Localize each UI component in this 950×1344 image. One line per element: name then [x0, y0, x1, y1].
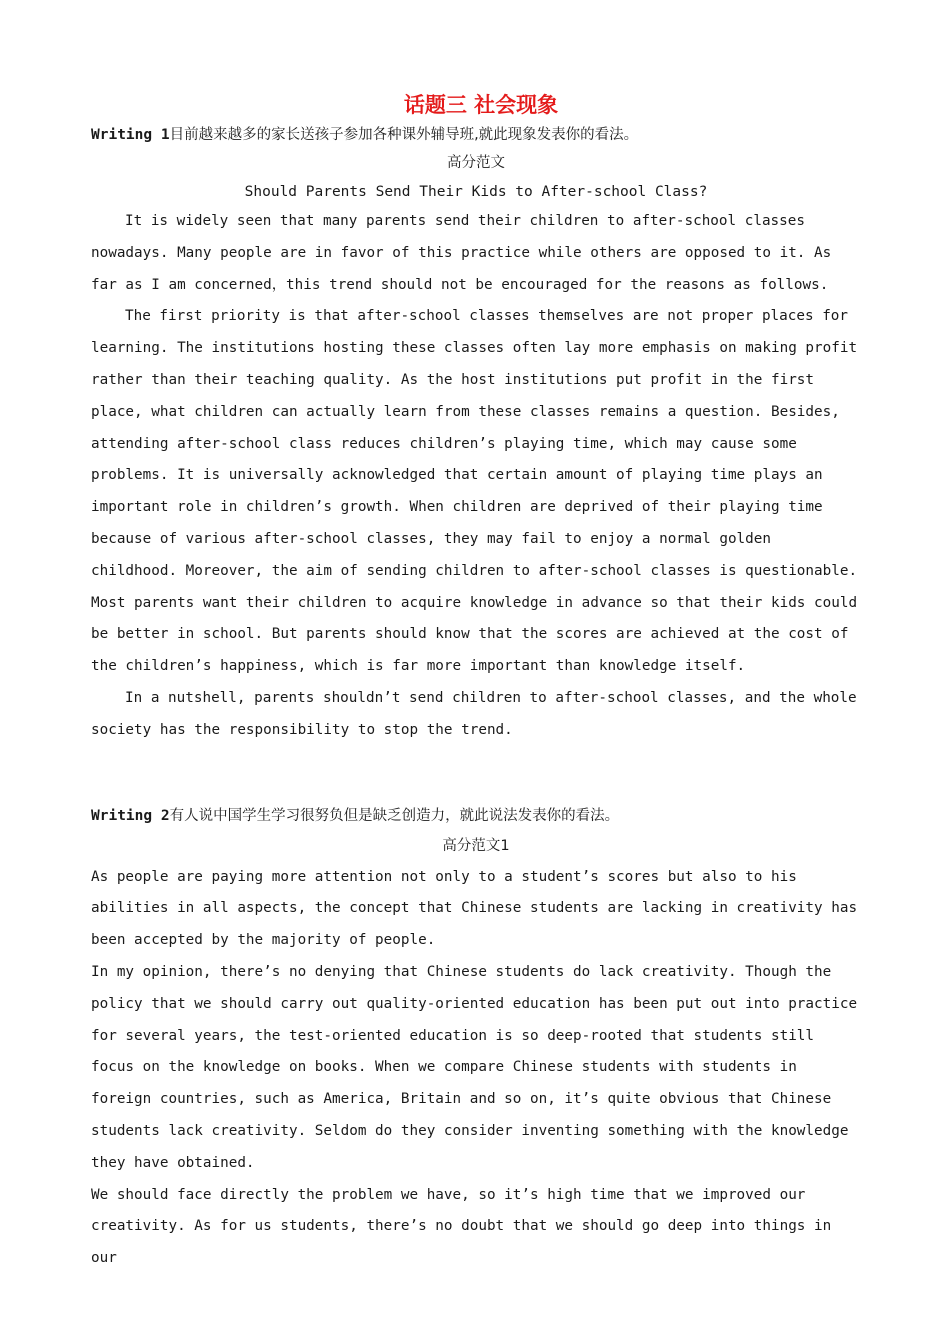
writing1-paragraph-2: The first priority is that after-school classes themselves are not proper places for learning. The institutions hosting these classes often lay more emphasis on making profit rather than their teaching quality. As the host institutions put profit in the first place, what children can actually learn from these classes remains a question. Besides, attending after-school class reduces children’s playing time, which may cause some problems. It is universally acknowledged that certain amount of playing time plays an important role in children’s growth. When children are deprived of their playing time because of various after-school classes, they may fail to enjoy a normal golden childhood. Moreover, the aim of sending children to after-school classes is questionable. Most parents want their children to acquire knowledge in advance so that their kids could be better in school. But parents should know that the scores are achieved at the cost of the children’s happiness, which is far more important than knowledge itself.	[91, 308, 858, 675]
writing1-essay-title: Should Parents Send Their Kids to After-school Class?	[244, 184, 708, 200]
writing2-subtitle: 高分范文1	[442, 837, 510, 854]
writing2-label: Writing 2	[91, 807, 170, 824]
writing1-paragraph-1: It is widely seen that many parents send their children to after-school classes nowadays. Many people are in favor of this practice while others are opposed to it. As far as I am concerned，this trend should not be encouraged for the reasons as follows.	[91, 213, 832, 293]
writing2-prompt	[91, 805, 861, 827]
writing2-paragraph-3: We should face directly the problem we have, so it’s high time that we improved our creativity. As for us students, there’s no doubt that we should go deep into things in our	[91, 1186, 832, 1267]
section-spacer	[91, 747, 861, 805]
writing1-prompt	[91, 124, 861, 146]
writing2-paragraph-1: As people are paying more attention not only to a student’s scores but also to his abilities in all aspects, the concept that Chinese students are lacking in creativity has been accepted by the majority of people.	[91, 868, 858, 949]
writing1-subtitle: 高分范文	[447, 155, 505, 171]
writing1-prompt-text: 目前越来越多的家长送孩子参加各种课外辅导班,就此现象发表你的看法。	[169, 127, 639, 143]
writing2-paragraph-2: In my opinion, there’s no denying that Chinese students do lack creativity. Though the policy that we should carry out quality-oriented education has been put out into practice for several years, the test-oriented education is so deep-rooted that students still focus on the knowledge on books. When we compare Chinese students with students in foreign countries, such as America, Britain and so on, it’s quite obvious that Chinese students lack creativity. Seldom do they consider inventing something with the knowledge they have obtained.	[91, 963, 858, 1171]
page-title: 话题三 社会现象	[403, 93, 559, 117]
document-page	[91, 90, 861, 1275]
writing1-paragraph-3: In a nutshell, parents shouldn’t send children to after-school classes, and the whole society has the responsibility to stop the trend.	[91, 689, 857, 738]
writing1-label: Writing 1	[91, 127, 170, 143]
writing2-prompt-text: 有人说中国学生学习很努负但是缺乏创造力，就此说法发表你的看法。	[169, 807, 620, 824]
